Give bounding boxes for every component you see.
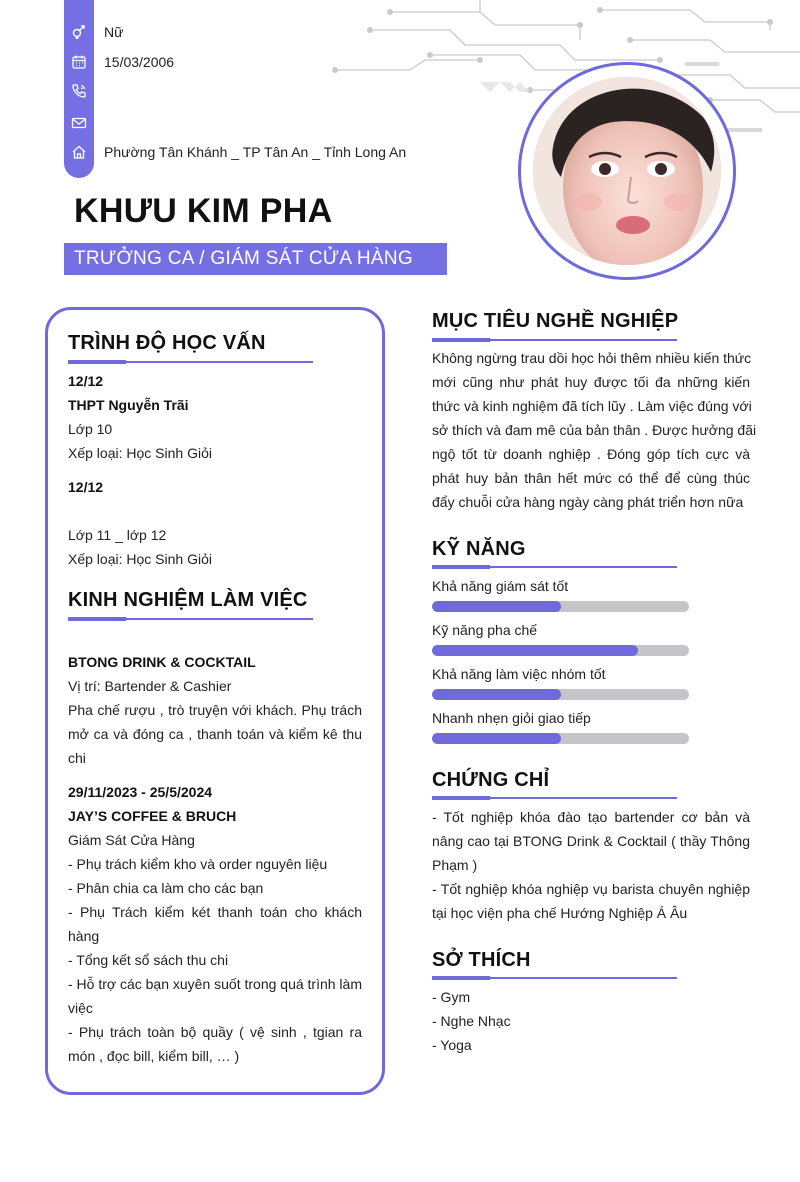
- job-2-desc-line: món , đọc bill, kiểm bill, … ): [68, 1048, 240, 1064]
- hobby-item: - Yoga: [432, 1037, 472, 1053]
- skill-bar: [432, 733, 689, 744]
- education-grade-2: Lớp 11 _ lớp 12: [68, 527, 167, 543]
- job-2-desc-line: - Phụ Trách kiểm két thanh toán cho khách: [68, 904, 362, 920]
- hobby-item: - Nghe Nhạc: [432, 1013, 511, 1029]
- education-rank-1: Xếp loại: Học Sinh Giỏi: [68, 445, 212, 461]
- job-title-banner: [64, 243, 447, 275]
- experience-heading: KINH NGHIỆM LÀM VIỆC: [68, 589, 308, 611]
- objective-heading: MỤC TIÊU NGHỀ NGHIỆP: [432, 310, 679, 332]
- objective-line: Không ngừng trau dồi học hỏi thêm nhiều kiến thức: [432, 350, 752, 366]
- job-1-company: BTONG DRINK & COCKTAIL: [68, 654, 256, 670]
- job-1-desc-line: Pha chế rượu , trò truyện với khách. Phụ trách: [68, 702, 362, 718]
- certificate-line: nâng cao tại BTONG Drink & Cocktail ( thầy Thông: [432, 833, 750, 849]
- skill-bar-fill: [432, 689, 561, 700]
- job-title: TRƯỞNG CA / GIÁM SÁT CỬA HÀNG: [74, 248, 413, 269]
- skill-bar: [432, 689, 689, 700]
- job-2-desc-line: - Hỗ trợ các bạn xuyên suốt trong quá trình làm: [68, 976, 362, 992]
- gender-text: Nữ: [104, 24, 124, 40]
- education-heading: TRÌNH ĐỘ HỌC VẤN: [68, 332, 266, 354]
- job-1-desc-line: chi: [68, 750, 86, 766]
- objective-underline: [432, 339, 677, 341]
- birthdate-text: 15/03/2006: [104, 54, 175, 70]
- avatar: [518, 62, 736, 280]
- skill-bar: [432, 601, 689, 612]
- calendar-icon: [70, 53, 88, 71]
- job-1-desc-line: mở ca và đóng ca , thanh toán và kiểm kê thu: [68, 726, 362, 742]
- job-2-desc-line: hàng: [68, 928, 100, 944]
- job-2-desc-line: việc: [68, 1000, 93, 1016]
- objective-line: đẩy chuỗi cửa hàng ngày càng phát triển hơn nữa: [432, 494, 744, 510]
- certificate-line: tại học viện pha chế Hướng Nghiệp Á Âu: [432, 905, 688, 921]
- avatar-photo: [533, 77, 721, 265]
- education-period-1: 12/12: [68, 373, 104, 389]
- certificate-line: - Tốt nghiệp khóa đào tạo bartender cơ bản và: [432, 809, 750, 825]
- skills-underline: [432, 566, 677, 568]
- job-2-desc-line: - Phụ trách toàn bộ quầy ( vệ sinh , tgian ra: [68, 1024, 362, 1040]
- skill-bar-fill: [432, 645, 638, 656]
- gender-icon: [70, 23, 88, 41]
- skill-label: Khả năng giám sát tốt: [432, 578, 569, 594]
- objective-line: phát huy bản thân hết mức có thể để cùng thúc: [432, 470, 750, 486]
- contact-sidebar: [64, 0, 94, 178]
- job-2-period: 29/11/2023 - 25/5/2024: [68, 784, 213, 800]
- job-1-role: Vị trí: Bartender & Cashier: [68, 678, 232, 694]
- mail-icon: [70, 114, 88, 132]
- skill-label: Nhanh nhẹn giỏi giao tiếp: [432, 710, 591, 726]
- address-text: Phường Tân Khánh _ TP Tân An _ Tỉnh Long An: [104, 144, 407, 160]
- education-grade-1: Lớp 10: [68, 421, 113, 437]
- experience-underline: [68, 618, 313, 620]
- education-rank-2: Xếp loại: Học Sinh Giỏi: [68, 551, 212, 567]
- skills-heading: KỸ NĂNG: [432, 538, 526, 560]
- education-period-2: 12/12: [68, 479, 104, 495]
- certificates-underline: [432, 797, 677, 799]
- phone-icon: [70, 82, 88, 100]
- job-2-desc-line: - Tổng kết sổ sách thu chi: [68, 952, 229, 968]
- education-underline: [68, 361, 313, 363]
- education-school-1: THPT Nguyễn Trãi: [68, 397, 189, 413]
- hobbies-heading: SỞ THÍCH: [432, 949, 531, 971]
- candidate-name: KHƯU KIM PHA: [74, 192, 333, 230]
- job-2-company: JAY’S COFFEE & BRUCH: [68, 808, 237, 824]
- hobby-item: - Gym: [432, 989, 471, 1005]
- certificate-line: Phạm ): [432, 857, 478, 873]
- certificates-heading: CHỨNG CHỈ: [432, 769, 550, 791]
- skill-bar-fill: [432, 601, 561, 612]
- objective-line: mới cũng như phát huy được tối đa những kiến: [432, 374, 750, 390]
- skill-bar: [432, 645, 689, 656]
- job-2-desc-line: - Phân chia ca làm cho các bạn: [68, 880, 264, 896]
- skill-bar-fill: [432, 733, 561, 744]
- objective-line: sở thích và đam mê của bản thân . Được hưởng đãi: [432, 422, 757, 438]
- skill-label: Khả năng làm việc nhóm tốt: [432, 666, 606, 682]
- objective-line: thức và kinh nghiệm đã tích lũy . Làm việc đúng với: [432, 398, 752, 414]
- home-icon: [70, 143, 88, 161]
- certificate-line: - Tốt nghiệp khóa nghiệp vụ barista chuyên nghiệp: [432, 881, 750, 897]
- hobbies-underline: [432, 977, 677, 979]
- job-2-role: Giám Sát Cửa Hàng: [68, 832, 195, 848]
- objective-line: ngộ tốt từ doanh nghiệp . Đóng góp tích cực và: [432, 446, 750, 462]
- skill-label: Kỹ năng pha chế: [432, 622, 538, 638]
- job-2-desc-line: - Phụ trách kiểm kho và order nguyên liệu: [68, 856, 328, 872]
